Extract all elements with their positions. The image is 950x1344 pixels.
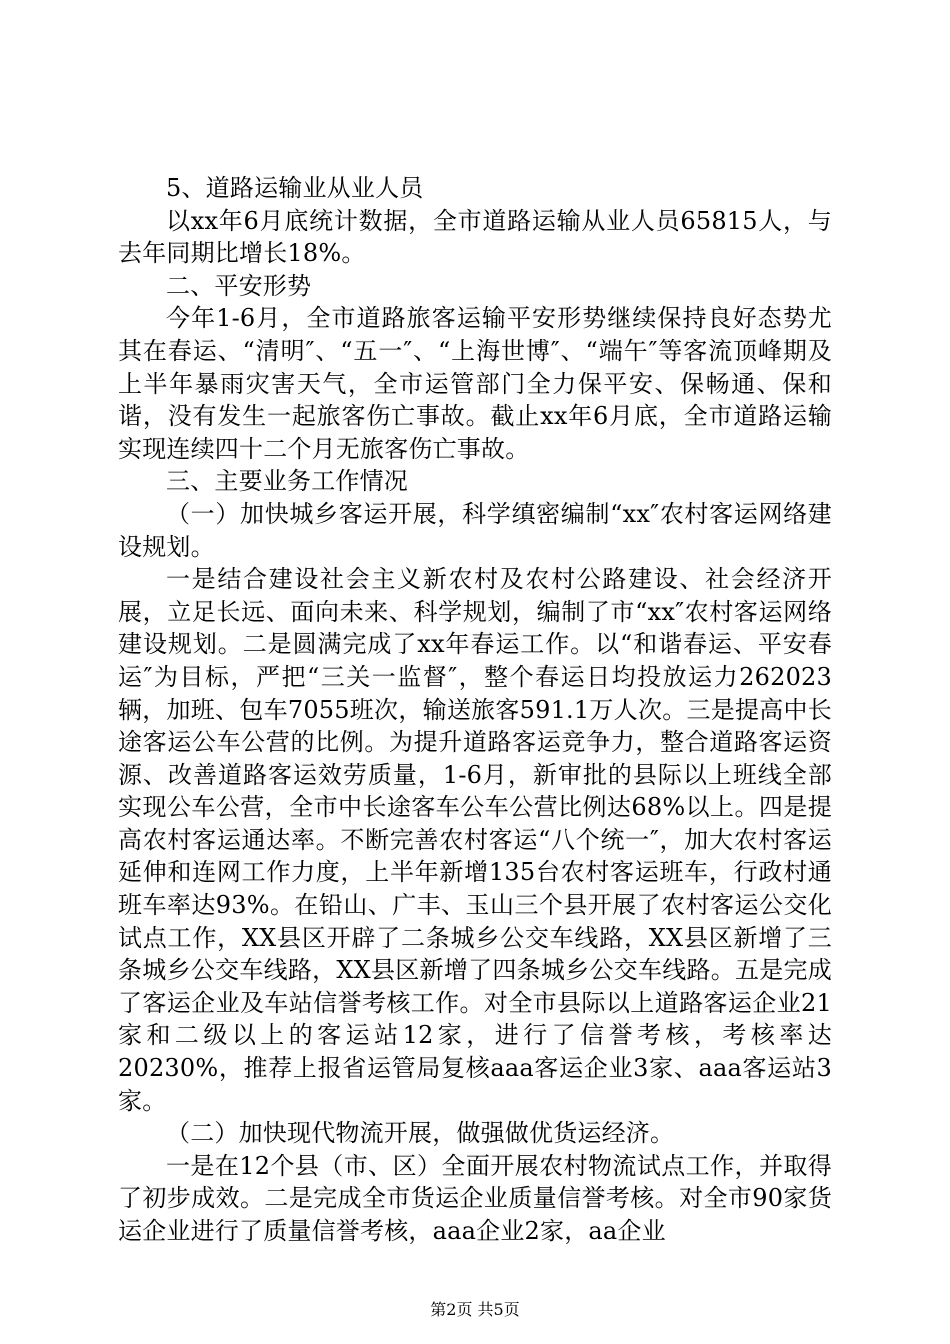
paragraph-practitioner-stats: 以xx年6月底统计数据，全市道路运输从业人员65815人，与去年同期比增长18%。 <box>118 206 832 268</box>
page-number-footer: 第2页 共5页 <box>430 1300 520 1319</box>
section-heading-safety: 二、平安形势 <box>166 271 312 300</box>
paragraph-passenger-transport-work: 一是结合建设社会主义新农村及农村公路建设、社会经济开展，立足长远、面向未来、科学规划，编制了市“xx″农村客运网络建设规划。二是圆满完成了xx年春运工作。以“和谐春运、平安春运″为目标，严把“三关一监督″，整个春运日均投放运力262023辆，加班、包车7055班次，输送旅客591.1万人次。三是提高中长途客运公车公营的比例。为提升道路客运竞争力，整合道路客运资源、改善道路客运效劳质量，1-6月，新审批的县际以上班线全部实现公车公营，全市中长途客车公车公营比例达68%以上。四是提高农村客运通达率。不断完善农村客运“八个统一″，加大农村客运延伸和连网工作力度，上半年新增135台农村客运班车，行政村通班车率达93%。在铅山、广丰、玉山三个县开展了农村客运公交化试点工作，XX县区开辟了二条城乡公交车线路，XX县区新增了三条城乡公交车线路，XX县区新增了四条城乡公交车线路。五是完成了客运企业及车站信誉考核工作。对全市县际以上道路客运企业21家和二级以上的客运站12家，进行了信誉考核，考核率达20230%，推荐上报省运管局复核aaa客运企业3家、aaa客运站3家。 <box>118 565 832 1115</box>
document-body <box>118 172 832 1248</box>
paragraph-safety-situation: 今年1-6月，全市道路旅客运输平安形势继续保持良好态势尤其在春运、“清明″、“五一″、“上海世博″、“端午″等客流顶峰期及上半年暴雨灾害天气，全市运管部门全力保平安、保畅通、保和谐，没有发生一起旅客伤亡事故。截止xx年6月底，全市道路运输实现连续四十二个月无旅客伤亡事故。 <box>118 304 832 463</box>
section-heading-main-work: 三、主要业务工作情况 <box>166 467 408 496</box>
subheading-modern-logistics: （二）加快现代物流开展，做强做优货运经济。 <box>166 1119 675 1148</box>
subheading-urban-rural-transport: （一）加快城乡客运开展，科学缜密编制“xx″农村客运网络建设规划。 <box>118 499 832 561</box>
paragraph-logistics-work: 一是在12个县（市、区）全面开展农村物流试点工作，并取得了初步成效。二是完成全市货运企业质量信誉考核。对全市90家货运企业进行了质量信誉考核，aaa企业2家，aa企业 <box>118 1151 832 1245</box>
section-heading-practitioners: 5、道路运输业从业人员 <box>166 174 424 202</box>
